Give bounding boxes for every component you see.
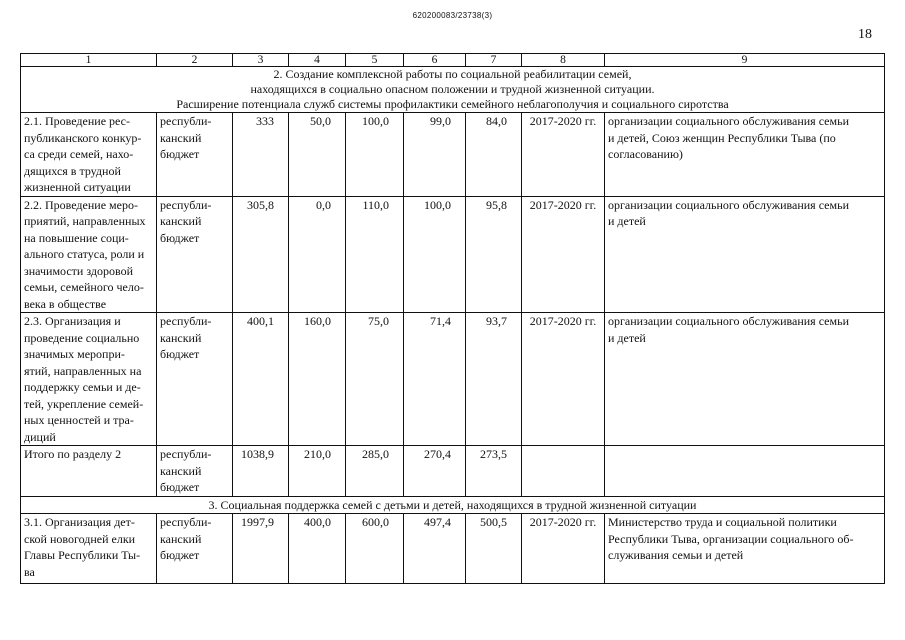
- table-row: [21, 113, 885, 197]
- total-cell: 400,1: [233, 313, 289, 446]
- measures-table: [20, 53, 885, 584]
- funding-source-cell: республи- канский бюджет: [157, 196, 233, 313]
- section-2-heading: [21, 67, 885, 113]
- year-2019-cell: 270,4: [404, 446, 466, 497]
- section-heading-row: [21, 67, 885, 113]
- section-2-line-3: Расширение потенциала служб системы профилактики семейного неблагополучия и социального сиротства: [176, 97, 729, 111]
- executor-cell: организации социального обслуживания семьи и детей: [605, 313, 885, 446]
- measure-name-cell: 2.1. Проведение рес- публиканского конкур- са среди семей, нахо- дящихся в трудной жизненной ситуации: [21, 113, 157, 197]
- column-number: 2: [157, 54, 233, 67]
- column-number: 4: [289, 54, 346, 67]
- year-2018-cell: 110,0: [346, 196, 404, 313]
- funding-source-cell: республи- канский бюджет: [157, 446, 233, 497]
- year-2017-cell: 160,0: [289, 313, 346, 446]
- year-2018-cell: 75,0: [346, 313, 404, 446]
- column-number: 1: [21, 54, 157, 67]
- column-number-row: [21, 54, 885, 67]
- executor-cell: Министерство труда и социальной политики Республики Тыва, организации социального об- служивания семьи и детей: [605, 514, 885, 584]
- total-cell: 305,8: [233, 196, 289, 313]
- year-2020-cell: 84,0: [466, 113, 522, 197]
- year-2017-cell: 210,0: [289, 446, 346, 497]
- column-number: 3: [233, 54, 289, 67]
- section-2-line-2: находящихся в социально опасном положении и трудной жизненной ситуации.: [250, 82, 655, 96]
- total-cell: 333: [233, 113, 289, 197]
- year-2020-cell: 273,5: [466, 446, 522, 497]
- year-2019-cell: 100,0: [404, 196, 466, 313]
- table-row: [21, 196, 885, 313]
- measure-name-cell: 2.3. Организация и проведение социально значимых меропри- ятий, направленных на поддержку семьи и де- тей, укрепление семей- ных ценностей и тра- диций: [21, 313, 157, 446]
- year-2020-cell: 95,8: [466, 196, 522, 313]
- table-row: [21, 514, 885, 584]
- page-number: 18: [858, 27, 872, 42]
- year-2017-cell: 0,0: [289, 196, 346, 313]
- year-2019-cell: 71,4: [404, 313, 466, 446]
- column-number: 8: [522, 54, 605, 67]
- year-2018-cell: 600,0: [346, 514, 404, 584]
- funding-source-cell: республи- канский бюджет: [157, 514, 233, 584]
- executor-cell: организации социального обслуживания семьи и детей, Союз женщин Республики Тыва (по согласованию): [605, 113, 885, 197]
- period-cell: 2017-2020 гг.: [522, 514, 605, 584]
- table-row: [21, 313, 885, 446]
- table-body: [21, 54, 885, 584]
- funding-source-cell: республи- канский бюджет: [157, 313, 233, 446]
- funding-source-cell: республи- канский бюджет: [157, 113, 233, 197]
- column-number: 7: [466, 54, 522, 67]
- total-cell: 1997,9: [233, 514, 289, 584]
- year-2020-cell: 500,5: [466, 514, 522, 584]
- period-cell: 2017-2020 гг.: [522, 113, 605, 197]
- section-2-line-1: 2. Создание комплексной работы по социальной реабилитации семей,: [273, 67, 632, 81]
- measure-name-cell: 3.1. Организация дет- ской новогодней елки Главы Республики Ты- ва: [21, 514, 157, 584]
- section-heading-row: [21, 496, 885, 514]
- period-cell: [522, 446, 605, 497]
- section-3-heading: 3. Социальная поддержка семей с детьми и детей, находящихся в трудной жизненной ситуации: [21, 496, 885, 514]
- year-2017-cell: 50,0: [289, 113, 346, 197]
- year-2019-cell: 99,0: [404, 113, 466, 197]
- executor-cell: организации социального обслуживания семьи и детей: [605, 196, 885, 313]
- period-cell: 2017-2020 гг.: [522, 196, 605, 313]
- document-id: 620200083/23738(3): [412, 11, 493, 20]
- measure-name-cell: Итого по разделу 2: [21, 446, 157, 497]
- measure-name-cell: 2.2. Проведение меро- приятий, направленных на повышение соци- ального статуса, роли и значимости здоровой семьи, семейного чело- века в обществе: [21, 196, 157, 313]
- table-row: [21, 446, 885, 497]
- year-2017-cell: 400,0: [289, 514, 346, 584]
- year-2018-cell: 285,0: [346, 446, 404, 497]
- year-2020-cell: 93,7: [466, 313, 522, 446]
- executor-cell: [605, 446, 885, 497]
- column-number: 6: [404, 54, 466, 67]
- column-number: 5: [346, 54, 404, 67]
- period-cell: 2017-2020 гг.: [522, 313, 605, 446]
- year-2019-cell: 497,4: [404, 514, 466, 584]
- year-2018-cell: 100,0: [346, 113, 404, 197]
- column-number: 9: [605, 54, 885, 67]
- total-cell: 1038,9: [233, 446, 289, 497]
